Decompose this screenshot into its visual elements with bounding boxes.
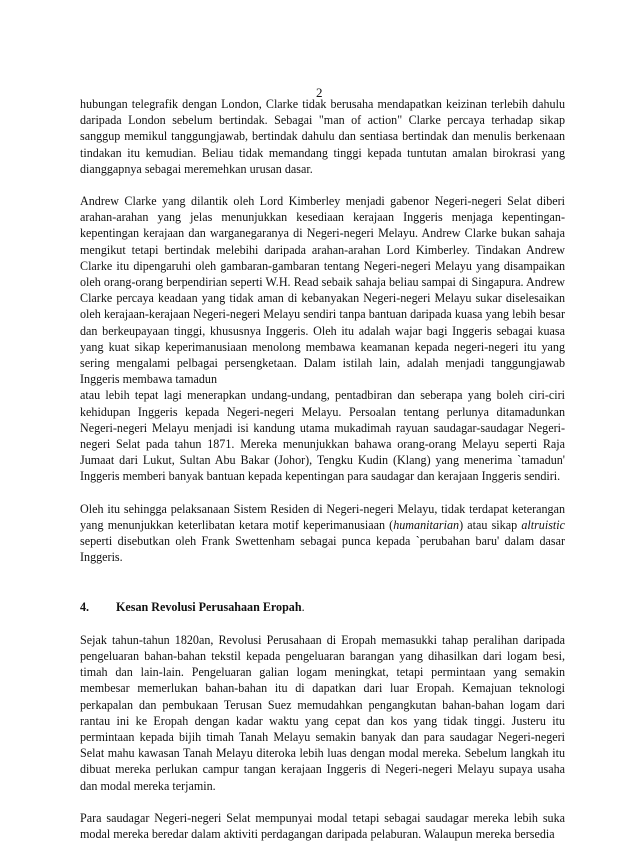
paragraph-merchants-capital: Para saudagar Negeri-negeri Selat mempunyai modal tetapi sebagai saudagar mereka lebih suka modal mereka beredar dalam aktiviti perdagangan daripada pelaburan. Walaupun mereka bersedia bbox=[80, 810, 565, 841]
section-heading bbox=[80, 599, 565, 615]
paragraph-text: seperti disebutkan oleh Frank Swettenham sebagai punca kepada `perubahan baru' dalam dasar Inggeris. bbox=[80, 534, 565, 565]
paragraph-industrial-revolution: Sejak tahun-tahun 1820an, Revolusi Perusahaan di Eropah memasukki tahap peralihan daripada pengeluaran bahan-bahan tekstil kepada pengeluaran barangan yang dihasilkan dari logam besi, timah dan lain-lain. Pengeluaran galian logam meningkat, tetapi permintaan yang semakin membesar memerlukan bahan-bahan itu di dapatkan dari luar Eropah. Kemajuan teknologi perkapalan dan pembukaan Terusan Suez memudahkan pengangkutan bahan-bahan logam dari rantau ini ke Eropah dengan kadar waktu yang cepat dan kos yang tidak tinggi. Justeru itu permintaan kepada bijih timah Tanah Melayu semakin banyak dan para saudagar Negeri-negeri Selat mahu kawasan Tanah Melayu diteroka lebih luas dengan modal mereka. Sebelum langkah itu dibuat mereka perlukan campur tangan kerajaan Inggeris di Negeri-negeri Melayu supaya usaha dan modal mereka terjamin. bbox=[80, 632, 565, 793]
document-body bbox=[80, 96, 565, 858]
section-spacer bbox=[80, 581, 565, 599]
paragraph-civilising-mission: atau lebih tepat lagi menerapkan undang-undang, pentadbiran dan seberapa yang boleh ciri-ciri kehidupan Inggeris kepada Negeri-negeri Melayu. Persoalan tentang perlunya ditamadunkan Negeri-negeri Melayu menjadi isi kandung utama mukadimah rayuan saudagar-saudagar Negeri-negeri Selat pada tahun 1871. Mereka menunjukkan bahawa orang-orang Melayu seperti Raja Jumaat dari Lukut, Sultan Abu Bakar (Johor), Tengku Kudin (Klang) yang menerima `tamadun' Inggeris memberi banyak bantuan kepada kepentingan para saudagar dan kerajaan Inggeris sendiri. bbox=[80, 388, 565, 484]
section-title-period: . bbox=[301, 600, 305, 615]
paragraph-clarke-action: hubungan telegrafik dengan London, Clarke tidak berusaha mendapatkan keizinan terlebih dahulu daripada London sebelum bertindak. Sebagai "man of action" Clarke percaya terhadap sikap sanggup memikul tanggungjawab, bertindak dahulu dan sentiasa bertindak dan menulis berkenaan tindakan itu kemudian. Beliau tidak memandang tinggi kepada tuntutan amalan birokrasi yang dianggapnya sebagai meremehkan urusan dasar. bbox=[80, 97, 565, 176]
section-title: Kesan Revolusi Perusahaan Eropah bbox=[116, 600, 302, 615]
paragraph-resident-system bbox=[80, 501, 565, 566]
page-number: 2 bbox=[316, 85, 323, 100]
section-title-wrap bbox=[116, 599, 305, 615]
paragraph-text: ) atau sikap bbox=[459, 517, 522, 532]
paragraph-clarke-appointment: Andrew Clarke yang dilantik oleh Lord Kimberley menjadi gabenor Negeri-negeri Selat diberi arahan-arahan yang jelas menunjukkan kesediaan kerajaan Inggeris menjaga kepentingan-kepentingan kerajaan dan warganegaranya di Negeri-negeri Melayu. Andrew Clarke bukan sahaja mengikut tetapi bertindak melebihi daripada arahan-arahan Lord Kimberley. Tindakan Andrew Clarke itu dipengaruhi oleh gambaran-gambaran tentang Negeri-negeri Melayu yang disampaikan oleh orang-orang berpendirian seperti W.H. Read sebaik sahaja beliau sampai di Singapura. Andrew Clarke percaya keadaan yang tidak aman di kebanyakan Negeri-negeri Melayu sukar diselesaikan oleh kerajaan-kerajaan Negeri-negeri Melayu sendiri tanpa bantuan daripada kuasa yang lebih besar dan berkeupayaan tinggi, khususnya Inggeris. Oleh itu adalah wajar bagi Inggeris sebagai kuasa yang kuat sikap keperimanusiaan menolong membawa keamanan kepada negeri-negeri itu yang sering mengalami pelbagai persengketaan. Dalam istilah lain, adalah menjadi tanggungjawab Inggeris membawa tamadun bbox=[80, 194, 565, 387]
italic-term-humanitarian: humanitarian bbox=[393, 517, 460, 532]
paragraph-text: Oleh itu sehingga pelaksanaan Sistem Residen di Negeri-negeri Melayu, tidak terdapat keterangan yang menunjukkan keterlibatan ketara motif keperimanusiaan ( bbox=[80, 501, 565, 532]
section-number: 4. bbox=[80, 600, 90, 615]
italic-term-altruistic: altruistic bbox=[521, 517, 565, 532]
